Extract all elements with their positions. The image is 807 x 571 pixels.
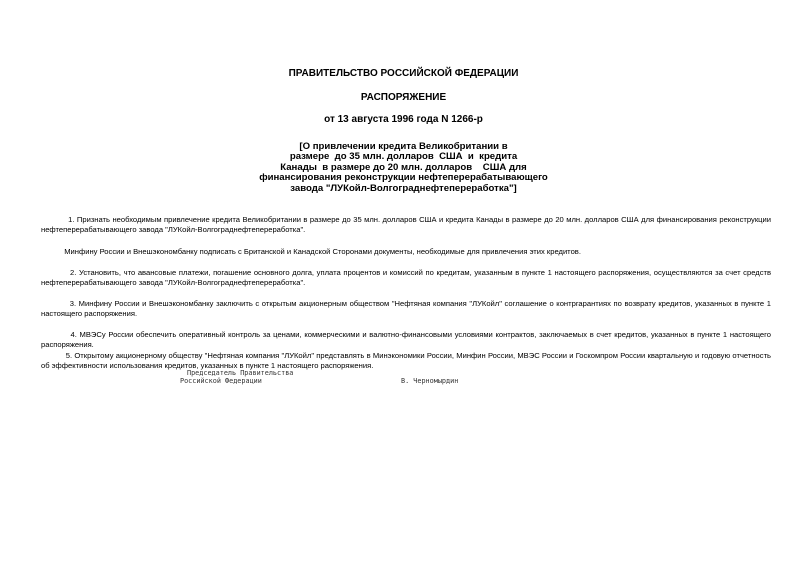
paragraph-text: 5. Открытому акционерному обществу "Нефтяная компания "ЛУКойл" представлять в Минэкономики России, Минфин России, МВЭС России и Госкомпром России квартальную и годовую отчетность об эффективности использования кредитов, указанных в пункте 1 настоящего распоряжения.	[41, 351, 771, 370]
subject-line: размере до 35 млн. долларов США и кредита	[289, 151, 518, 163]
document-subject	[0, 142, 807, 194]
paragraph-text: 4. МВЭСу России обеспечить оперативный контроль за ценами, коммерческими и валютно-финансовыми условиями контрактов, заключаемых в счет кредитов, указанных в пункте 1 настоящего распоряжения.	[41, 330, 771, 349]
subject-line: Канады в размере до 20 млн. долларов США для	[280, 161, 527, 173]
paragraph-text: 2. Установить, что авансовые платежи, погашение основного долга, уплата процентов и комиссий по кредитам, указанным в пункте 1 настоящего распоряжения, осуществляются за счет средств нефтеперерабатывающего завода "ЛУКойл-Волгограднефтепереработка".	[41, 268, 771, 287]
subject-line: [О привлечении кредита Великобритании в	[299, 141, 508, 152]
paragraph-5	[41, 351, 771, 371]
document-type-heading: РАСПОРЯЖЕНИЕ	[360, 92, 447, 103]
signatory-position-line-1: Председатель Правительства	[187, 369, 294, 377]
paragraph-2	[41, 268, 771, 288]
paragraph-1	[41, 215, 771, 235]
paragraph-text: 1. Признать необходимым привлечение кредита Великобритании в размере до 35 млн. долларов США и кредита Канады в размере до 20 млн. долларов США для финансирования реконструкции нефтеперерабатывающего завода "ЛУКойл-Волгограднефтепереработка".	[41, 215, 771, 234]
subject-line: завода "ЛУКойл-Волгограднефтепереработка"]	[290, 182, 517, 194]
paragraph-1-2	[41, 247, 771, 257]
signatory-name: В. Черномырдин	[401, 377, 459, 385]
signatory-position-line-2: Российской Федерации	[180, 377, 262, 385]
paragraph-text: 3. Минфину России и Внешэкономбанку заключить с открытым акционерным обществом "Нефтяная компания "ЛУКойл" соглашение о контргарантиях по возврату кредитов, указанных в пункте 1 настоящего распоряжения.	[41, 299, 771, 318]
document-date-number: от 13 августа 1996 года N 1266-р	[324, 114, 483, 125]
issuer-heading: ПРАВИТЕЛЬСТВО РОССИЙСКОЙ ФЕДЕРАЦИИ	[288, 68, 519, 79]
paragraph-3	[41, 299, 771, 319]
subject-line: финансирования реконструкции нефтеперерабатывающего	[259, 172, 548, 184]
paragraph-text: Минфину России и Внешэкономбанку подписать с Британской и Канадской Сторонами документы, необходимые для привлечения этих кредитов.	[64, 247, 581, 256]
paragraph-4	[41, 330, 771, 350]
